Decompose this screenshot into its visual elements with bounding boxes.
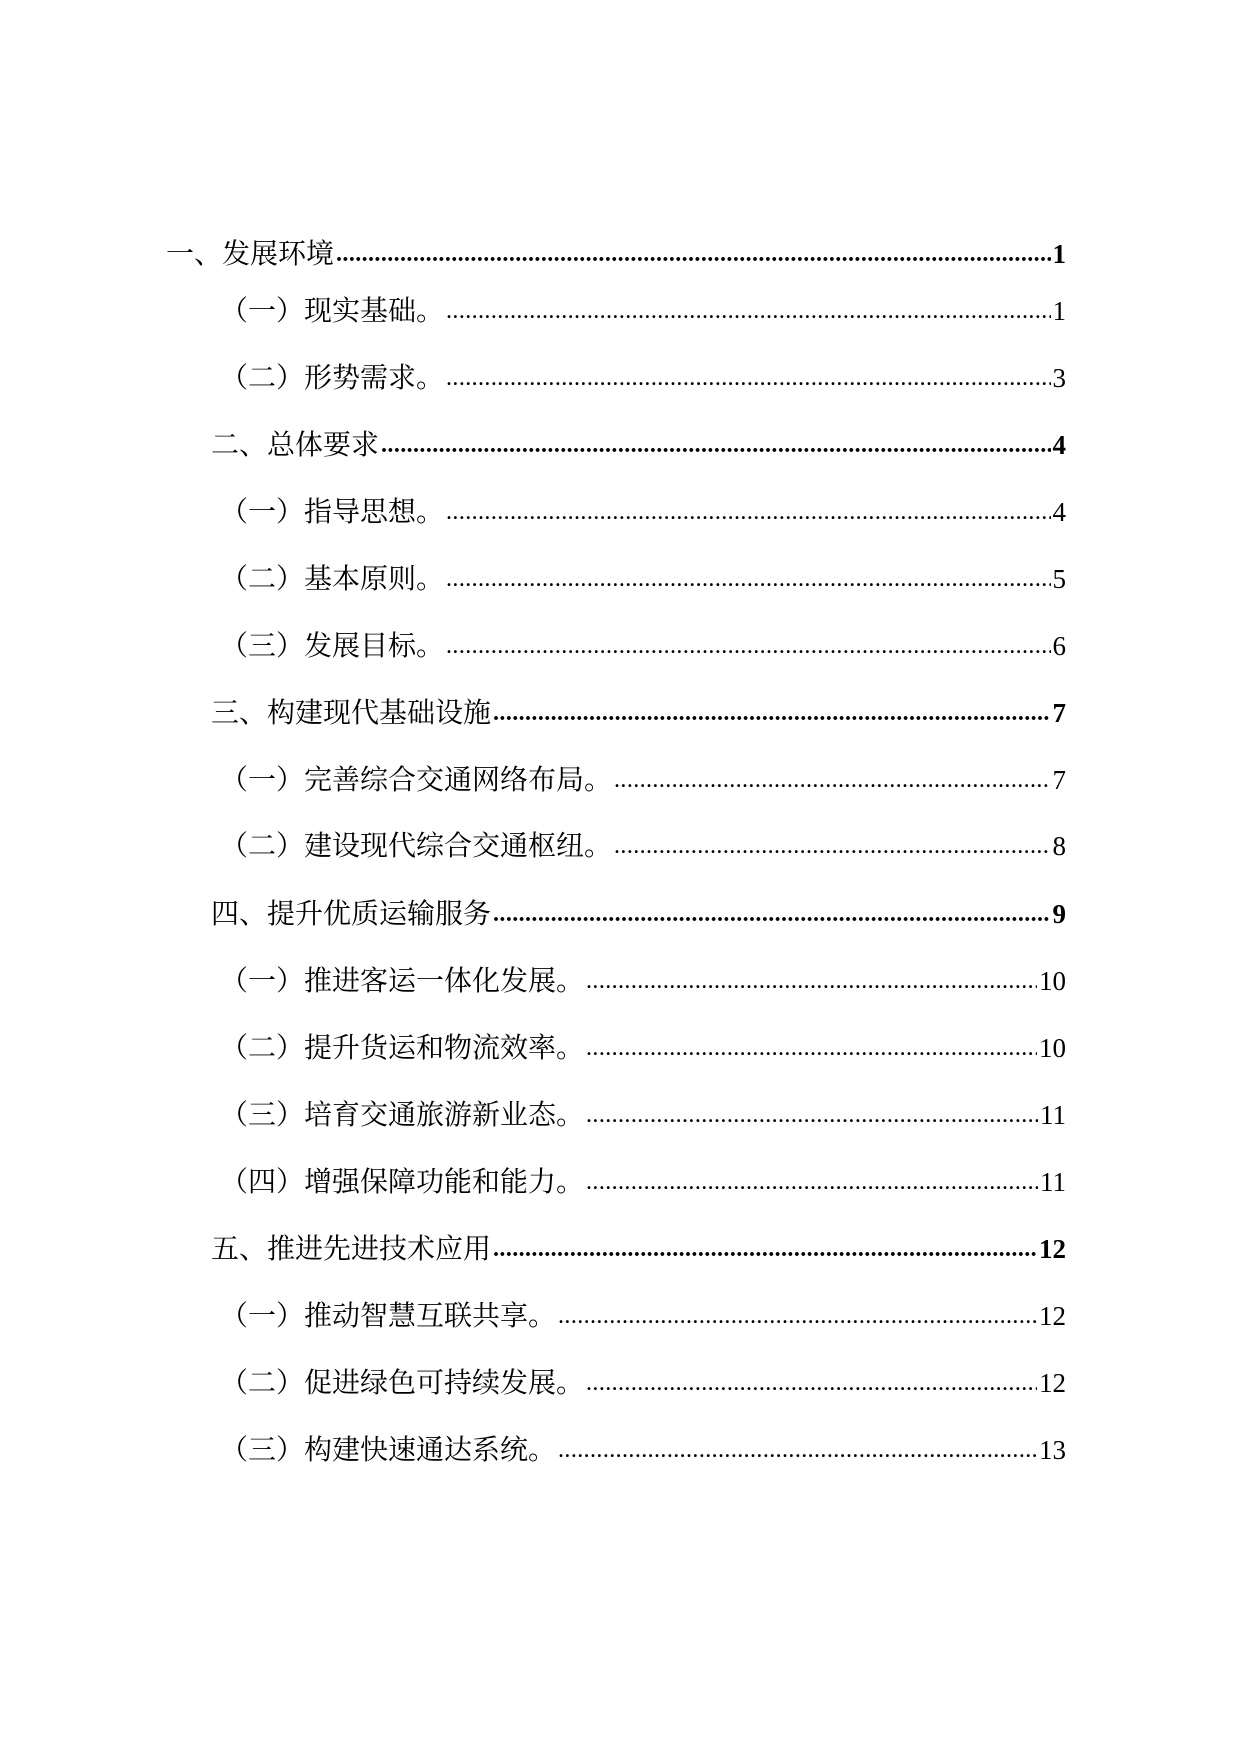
toc-leader-dots [446, 362, 1050, 394]
toc-entry-section[interactable] [220, 1091, 1066, 1131]
toc-leader-dots [558, 1300, 1037, 1332]
toc-entry-section[interactable] [220, 1158, 1066, 1198]
toc-leader-dots [446, 563, 1050, 595]
toc-entry-section[interactable] [220, 287, 1066, 327]
toc-page-number: 3 [1052, 363, 1066, 393]
toc-leader-dots [558, 1434, 1037, 1466]
toc-title: 五、推进先进技术应用 [211, 1232, 492, 1265]
toc-leader-dots [586, 1099, 1038, 1131]
toc-page-number: 12 [1039, 1234, 1066, 1264]
toc-title: （二）建设现代综合交通枢纽。 [220, 829, 613, 862]
toc-entry-chapter-3[interactable] [211, 689, 1066, 729]
toc-entry-section[interactable] [220, 756, 1066, 796]
toc-leader-dots [493, 1233, 1037, 1265]
toc-leader-dots [446, 496, 1050, 528]
toc-title: （一）推进客运一体化发展。 [220, 964, 585, 997]
toc-entry-chapter-4[interactable] [211, 890, 1066, 930]
toc-leader-dots [586, 1032, 1037, 1064]
toc-page-number: 8 [1052, 831, 1066, 861]
toc-title: （二）促进绿色可持续发展。 [220, 1366, 585, 1399]
toc-entry-section[interactable] [220, 1292, 1066, 1332]
toc-entry-section[interactable] [220, 622, 1066, 662]
toc-entry-section[interactable] [220, 1359, 1066, 1399]
toc-page-number: 1 [1052, 239, 1066, 269]
toc-title: （二）形势需求。 [220, 361, 445, 394]
toc-entry-section[interactable] [220, 555, 1066, 595]
toc-entry-section[interactable] [220, 822, 1066, 862]
toc-title: （三）培育交通旅游新业态。 [220, 1098, 585, 1131]
toc-entry-section[interactable] [220, 488, 1066, 528]
toc-title: （一）推动智慧互联共享。 [220, 1299, 557, 1332]
toc-page-number: 1 [1052, 296, 1066, 326]
toc-entry-chapter-2[interactable] [211, 421, 1066, 461]
toc-title: （三）发展目标。 [220, 629, 445, 662]
toc-leader-dots [614, 764, 1050, 796]
toc-leader-dots [614, 830, 1050, 862]
toc-entry-section[interactable] [220, 957, 1066, 997]
toc-leader-dots [586, 1367, 1037, 1399]
toc-entry-chapter-1[interactable] [166, 230, 1066, 270]
toc-title: （一）指导思想。 [220, 495, 445, 528]
toc-page-number: 7 [1052, 698, 1066, 728]
toc-entry-section[interactable] [220, 354, 1066, 394]
toc-title: 二、总体要求 [211, 428, 380, 461]
toc-title: （四）增强保障功能和能力。 [220, 1165, 585, 1198]
toc-title: （一）现实基础。 [220, 294, 445, 327]
toc-title: （一）完善综合交通网络布局。 [220, 763, 613, 796]
toc-page-number: 12 [1039, 1301, 1066, 1331]
toc-title: 三、构建现代基础设施 [211, 696, 492, 729]
toc-page-number: 6 [1052, 631, 1066, 661]
toc-page-number: 13 [1039, 1435, 1066, 1465]
toc-leader-dots [446, 295, 1050, 327]
toc-page-number: 11 [1040, 1100, 1066, 1130]
toc-leader-dots [586, 965, 1037, 997]
toc-title: （二）基本原则。 [220, 562, 445, 595]
toc-page-number: 10 [1039, 966, 1066, 996]
toc-entry-chapter-5[interactable] [211, 1225, 1066, 1265]
toc-page-number: 5 [1052, 564, 1066, 594]
toc-title: （三）构建快速通达系统。 [220, 1433, 557, 1466]
toc-title: 一、发展环境 [166, 237, 335, 270]
toc-leader-dots [586, 1166, 1038, 1198]
toc-leader-dots [381, 429, 1050, 461]
toc-page-number: 12 [1039, 1368, 1066, 1398]
toc-leader-dots [493, 898, 1050, 930]
toc-page-number: 4 [1052, 430, 1066, 460]
toc-leader-dots [446, 630, 1050, 662]
toc-page-number: 11 [1040, 1167, 1066, 1197]
toc-entry-section[interactable] [220, 1426, 1066, 1466]
toc-leader-dots [336, 238, 1050, 270]
toc-page-number: 9 [1052, 899, 1066, 929]
toc-entry-section[interactable] [220, 1024, 1066, 1064]
toc-title: （二）提升货运和物流效率。 [220, 1031, 585, 1064]
toc-title: 四、提升优质运输服务 [211, 897, 492, 930]
toc-page-number: 7 [1052, 765, 1066, 795]
toc-page-number: 10 [1039, 1033, 1066, 1063]
toc-page-number: 4 [1052, 497, 1066, 527]
toc-leader-dots [493, 697, 1050, 729]
